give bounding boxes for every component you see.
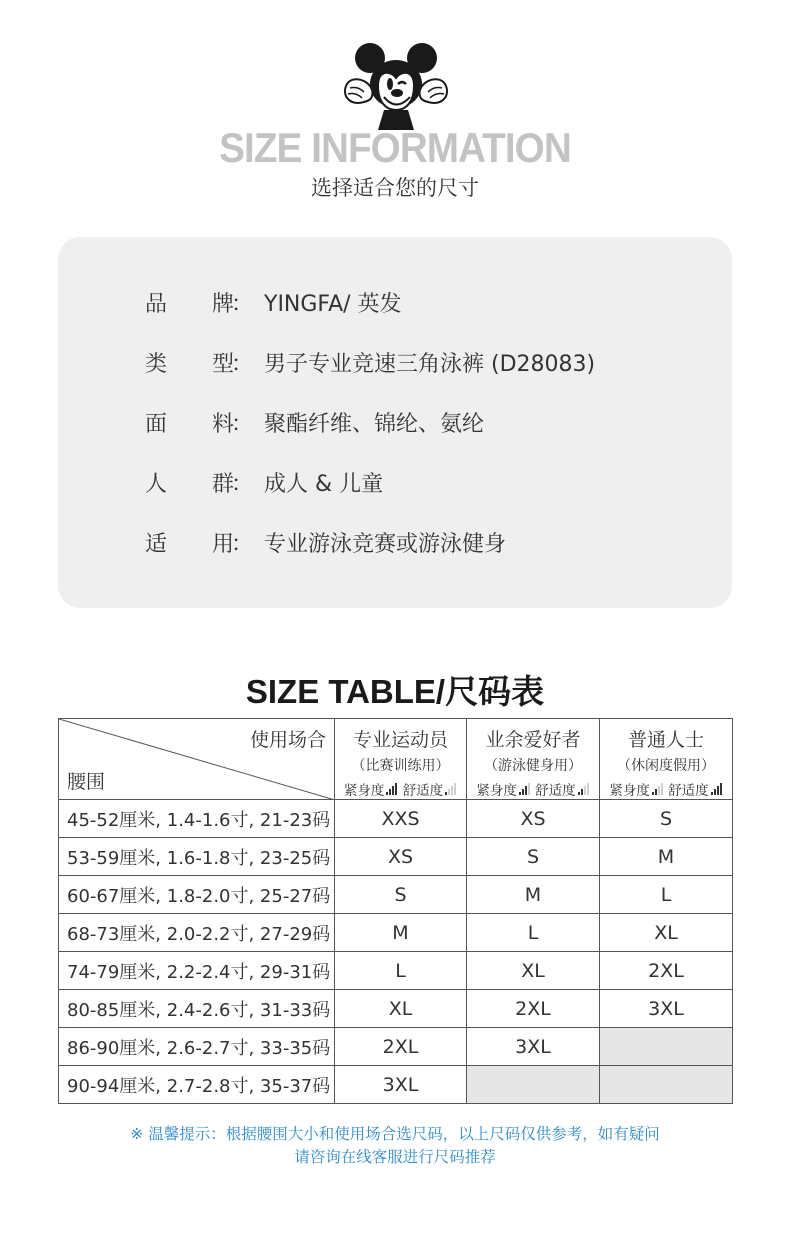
comfort-bars-icon <box>577 783 589 795</box>
size-cell: XL <box>467 952 600 990</box>
table-row <box>59 990 733 1028</box>
waist-cell: 74-79厘米, 2.2-2.4寸, 29-31码 <box>59 952 335 990</box>
page-title: SIZE INFORMATION <box>219 124 571 171</box>
size-cell: 3XL <box>335 1066 467 1104</box>
table-row <box>59 876 733 914</box>
waist-cell: 68-73厘米, 2.0-2.2寸, 27-29码 <box>59 914 335 952</box>
tip-line-1: ※ 温馨提示：根据腰围大小和使用场合选尺码，以上尺码仅供参考，如有疑问 <box>130 1125 660 1143</box>
table-row <box>59 838 733 876</box>
size-cell: XXS <box>335 800 467 838</box>
comfort-bars-icon <box>710 783 722 795</box>
page-subtitle: 选择适合您的尺寸 <box>311 176 479 200</box>
audience-value: 成人 & 儿童 <box>264 472 384 497</box>
tightness-bars-icon <box>518 783 530 795</box>
product-info-card: 品 牌 ： YINGFA/ 英发 类 型 ： 男子专业竞速三角泳裤 (D28083) 面 料 ： 聚酯纤维、锦纶、氨纶 人 群 ： 成人 & 儿童 适 用 ： 专业游泳竞赛或游泳健身 <box>58 237 732 608</box>
group-header-pro: 专业运动员 （比赛训练用） 紧身度 舒适度 <box>335 719 467 800</box>
size-cell <box>467 1066 600 1104</box>
size-cell: XL <box>600 914 733 952</box>
type-value: 男子专业竞速三角泳裤 (D28083) <box>264 352 596 377</box>
waist-cell: 45-52厘米, 1.4-1.6寸, 21-23码 <box>59 800 335 838</box>
group-header-amateur: 业余爱好者 （游泳健身用） 紧身度 舒适度 <box>467 719 600 800</box>
size-cell: M <box>467 876 600 914</box>
size-cell: L <box>467 914 600 952</box>
size-cell: XS <box>467 800 600 838</box>
waist-cell: 60-67厘米, 1.8-2.0寸, 25-27码 <box>59 876 335 914</box>
size-cell: 2XL <box>335 1028 467 1066</box>
waist-header: 腰围 <box>67 771 106 793</box>
size-cell: S <box>335 876 467 914</box>
brand-value: YINGFA/ 英发 <box>264 292 402 317</box>
corner-cell <box>59 719 335 800</box>
size-cell: 2XL <box>600 952 733 990</box>
size-table-body <box>59 800 733 1104</box>
size-cell: 3XL <box>467 1028 600 1066</box>
waist-cell: 86-90厘米, 2.6-2.7寸, 33-35码 <box>59 1028 335 1066</box>
size-cell: 2XL <box>467 990 600 1028</box>
size-cell: L <box>335 952 467 990</box>
size-cell <box>600 1066 733 1104</box>
size-cell: M <box>335 914 467 952</box>
size-cell: S <box>600 800 733 838</box>
table-row <box>59 800 733 838</box>
comfort-bars-icon <box>444 783 456 795</box>
waist-cell: 53-59厘米, 1.6-1.8寸, 23-25码 <box>59 838 335 876</box>
tightness-bars-icon <box>651 783 663 795</box>
waist-cell: 90-94厘米, 2.7-2.8寸, 35-37码 <box>59 1066 335 1104</box>
table-row <box>59 952 733 990</box>
size-cell: L <box>600 876 733 914</box>
occasion-header: 使用场合 <box>249 729 326 751</box>
material-value: 聚酯纤维、锦纶、氨纶 <box>264 412 485 437</box>
size-cell: 3XL <box>600 990 733 1028</box>
waist-cell: 80-85厘米, 2.4-2.6寸, 31-33码 <box>59 990 335 1028</box>
size-cell: S <box>467 838 600 876</box>
size-cell: M <box>600 838 733 876</box>
size-cell: XL <box>335 990 467 1028</box>
size-cell: XS <box>335 838 467 876</box>
usage-value: 专业游泳竞赛或游泳健身 <box>264 532 507 557</box>
table-row <box>59 914 733 952</box>
size-table <box>58 718 733 1104</box>
table-row <box>59 1028 733 1066</box>
table-header-row <box>59 719 733 800</box>
size-cell <box>600 1028 733 1066</box>
group-header-casual: 普通人士 （休闲度假用） 紧身度 舒适度 <box>600 719 733 800</box>
tightness-bars-icon <box>385 783 397 795</box>
size-table-title: SIZE TABLE/尺码表 <box>245 673 545 710</box>
tip-line-2: 请咨询在线客服进行尺码推荐 <box>294 1148 496 1166</box>
table-row <box>59 1066 733 1104</box>
mickey-mouse-icon <box>334 40 458 130</box>
